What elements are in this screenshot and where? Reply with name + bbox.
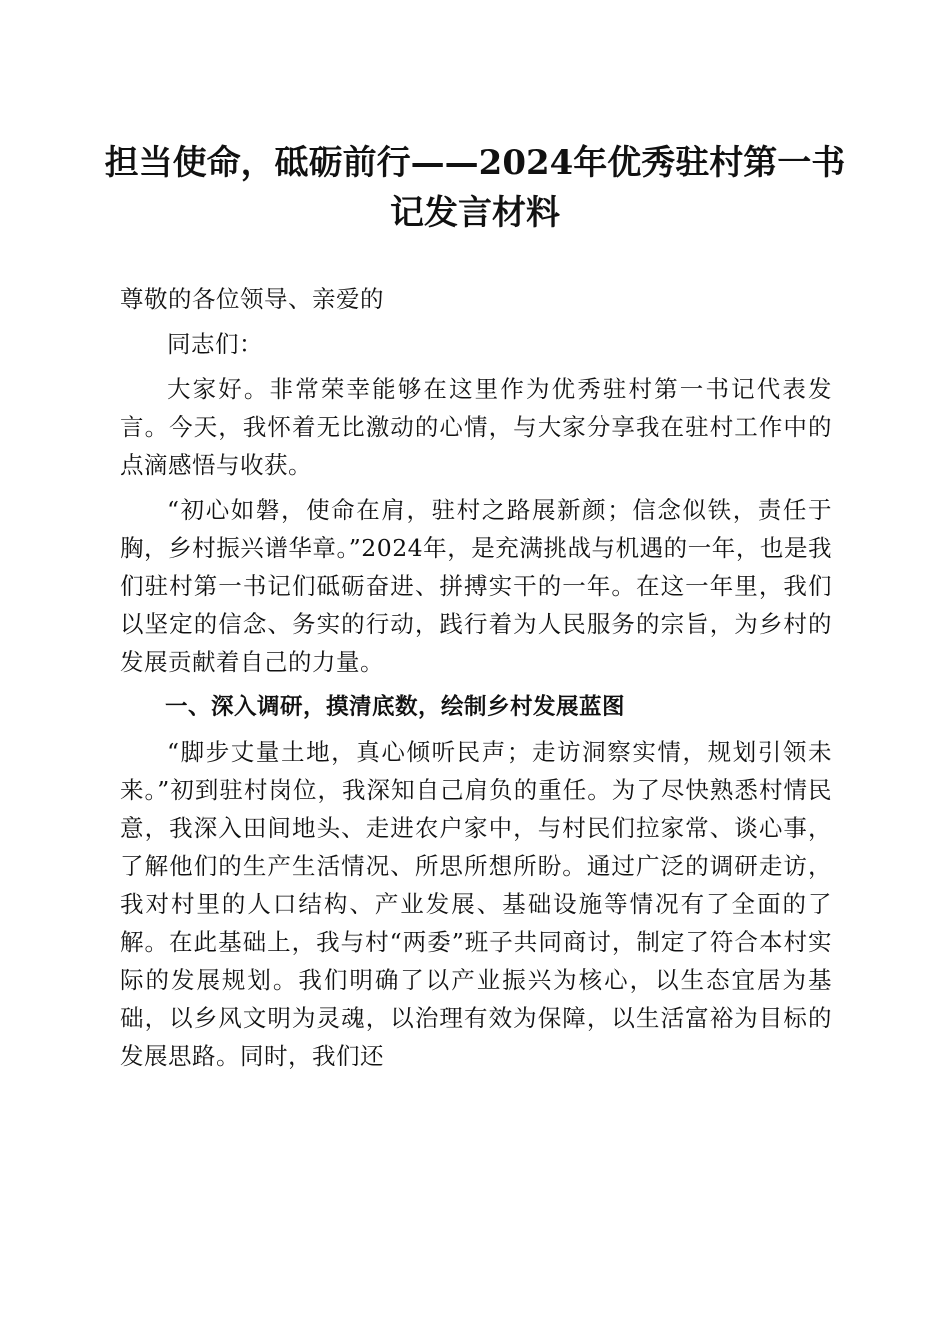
section-1-paragraph: “脚步丈量土地，真心倾听民声；走访洞察实情，规划引领未来。”初到驻村岗位，我深知自己肩负的重任。为了尽快熟悉村情民意，我深入田间地头、走进农户家中，与村民们拉家常、谈心事，了解他们的生产生活情况、所思所想所盼。通过广泛的调研走访，我对村里的人口结构、产业发展、基础设施等情况有了全面的了解。在此基础上，我与村“两委”班子共同商讨，制定了符合本村实际的发展规划。我们明确了以产业振兴为核心，以生态宜居为基础，以乡风文明为灵魂，以治理有效为保障，以生活富裕为目标的发展思路。同时，我们还 bbox=[120, 738, 832, 1070]
document-title: 担当使命，砥砺前行——2024年优秀驻村第一书记发言材料 bbox=[104, 143, 846, 233]
document-body bbox=[120, 280, 832, 1082]
paragraph-intro: “初心如磐，使命在肩，驻村之路展新颜；信念似铁，责任于胸，乡村振兴谱华章。”2024年，是充满挑战与机遇的一年，也是我们驻村第一书记们砥砺奋进、拼搏实干的一年。在这一年里，我们以坚定的信念、务实的行动，践行着为人民服务的宗旨，为乡村的发展贡献着自己的力量。 bbox=[120, 496, 832, 676]
section-heading-1: 一、深入调研，摸清底数，绘制乡村发展蓝图 bbox=[165, 694, 626, 720]
salutation-line-1: 尊敬的各位领导、亲爱的 bbox=[120, 285, 384, 313]
salutation-line-2: 同志们： bbox=[167, 330, 263, 358]
paragraph-greeting: 大家好。非常荣幸能够在这里作为优秀驻村第一书记代表发言。今天，我怀着无比激动的心情，与大家分享我在驻村工作中的点滴感悟与收获。 bbox=[120, 375, 832, 479]
